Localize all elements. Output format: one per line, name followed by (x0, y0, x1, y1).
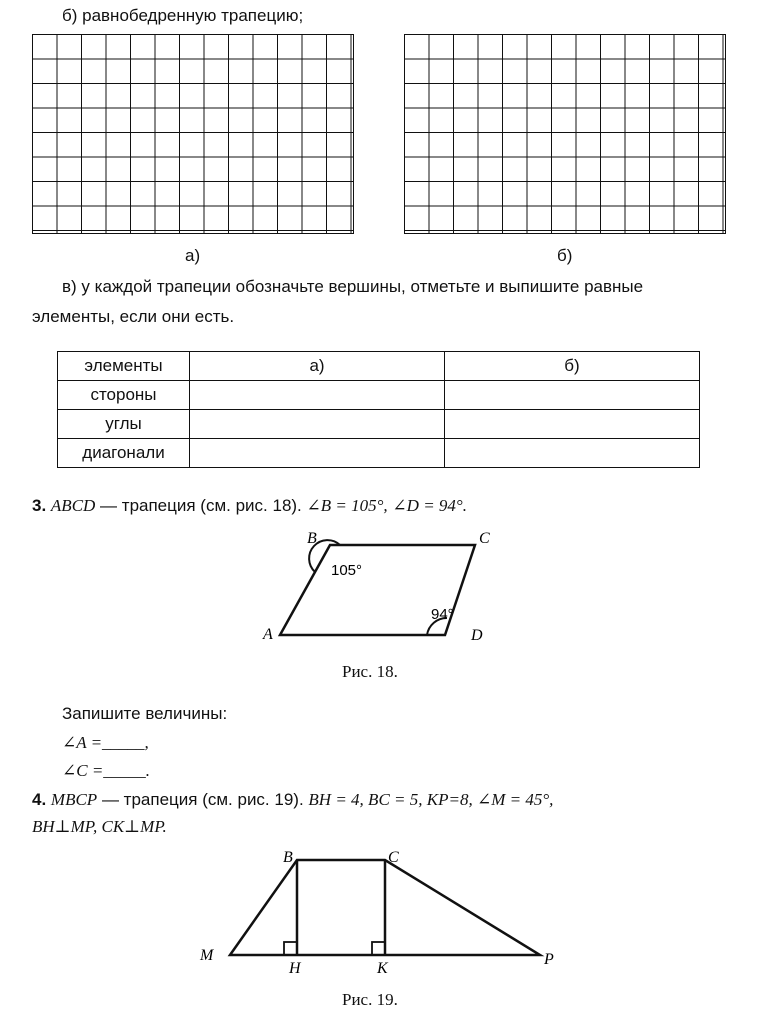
table-cell (445, 410, 700, 439)
vertex-c-label: C (388, 849, 399, 866)
vertex-m-label: M (200, 947, 214, 964)
table-row-label: стороны (58, 381, 190, 410)
instruction-line-1: в) у каждой трапеции обозначьте вершины, отметьте и выпишите равные (62, 277, 644, 296)
grid-label-a: а) (185, 246, 201, 265)
answer-angle-c: ∠C =_____. (62, 761, 151, 780)
table-row (58, 410, 700, 439)
problem-3-dash: — (100, 496, 118, 515)
problem-4-dash: — (101, 790, 119, 809)
table-header-elements: элементы (58, 352, 190, 381)
problem-3-number: 3. (32, 496, 47, 515)
vertex-b-label: B (283, 849, 293, 866)
problem-4-number: 4. (32, 790, 47, 809)
table-header-row (58, 352, 700, 381)
problem-3-angle-b: ∠B = 105°, (306, 496, 388, 515)
figure-19-caption: Рис. 19. (342, 990, 398, 1009)
figure-18-caption: Рис. 18. (342, 662, 398, 681)
table-header-b: б) (445, 352, 700, 381)
grid-b (404, 34, 726, 234)
table-cell (190, 381, 445, 410)
table-cell (190, 439, 445, 468)
right-angle-k (372, 942, 385, 955)
table-row-label: диагонали (58, 439, 190, 468)
problem-4-given: BH = 4, BC = 5, KP=8, ∠M = 45°, (308, 790, 554, 809)
vertex-c-label: C (479, 530, 490, 547)
figure-19 (195, 840, 575, 980)
vertex-b-label: B (307, 530, 317, 547)
angle-d-value: 94° (431, 606, 454, 623)
angle-b-value: 105° (331, 562, 363, 579)
table-cell (445, 439, 700, 468)
problem-4-name: MBCP (50, 790, 98, 809)
write-prompt: Запишите величины: (62, 704, 228, 723)
table-header-a: а) (190, 352, 445, 381)
vertex-h-label: H (289, 960, 301, 977)
table-row-label: углы (58, 410, 190, 439)
table-row (58, 381, 700, 410)
problem-3-statement (32, 496, 467, 516)
problem-4-statement (32, 790, 553, 810)
vertex-d-label: D (471, 627, 483, 644)
vertex-k-label: K (377, 960, 388, 977)
answer-angle-a: ∠A =_____, (62, 733, 149, 752)
table-cell (445, 381, 700, 410)
grid-a (32, 34, 354, 234)
problem-4-line-2: BH⊥MP, CK⊥MP. (32, 817, 167, 836)
problem-4-text: трапеция (см. рис. 19). (123, 790, 304, 809)
elements-table (57, 351, 700, 468)
instruction-line-2: элементы, если они есть. (32, 307, 235, 326)
vertex-p-label: P (544, 951, 554, 968)
grid-label-b: б) (557, 246, 573, 265)
right-angle-h (284, 942, 297, 955)
table-row (58, 439, 700, 468)
figure-18 (255, 525, 505, 650)
problem-3-angle-d: ∠D = 94°. (392, 496, 467, 515)
problem-3-name: ABCD (50, 496, 96, 515)
header-line: б) равнобедренную трапецию; (62, 6, 304, 25)
table-cell (190, 410, 445, 439)
problem-3-text: трапеция (см. рис. 18). (121, 496, 302, 515)
vertex-a-label: A (263, 626, 273, 643)
